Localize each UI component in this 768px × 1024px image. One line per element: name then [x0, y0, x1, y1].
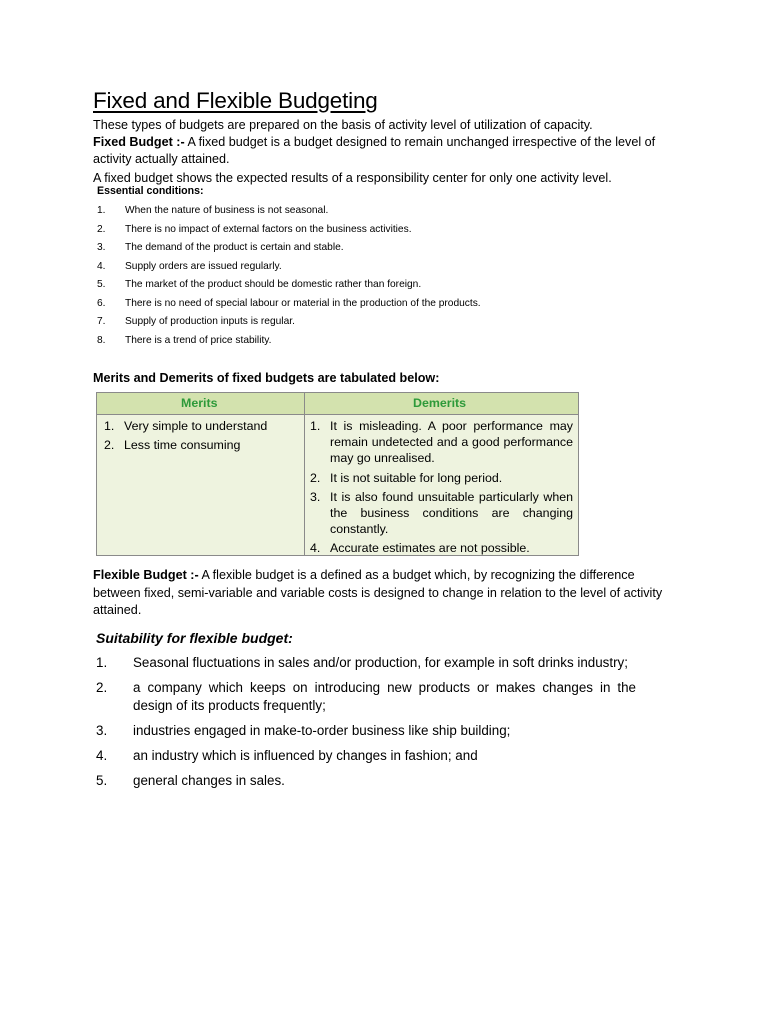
list-item	[97, 223, 517, 236]
list-text: Very simple to understand	[124, 419, 268, 433]
list-item	[96, 722, 636, 740]
list-number: 4.	[96, 748, 108, 763]
list-text: Seasonal fluctuations in sales and/or production, for example in soft drinks industry;	[133, 655, 628, 670]
list-text: There is no impact of external factors on the business activities.	[125, 223, 412, 235]
list-item	[97, 260, 517, 273]
fixed-budget-text: A fixed budget is a budget designed to remain unchanged irrespective of the level of activity actually attained.	[93, 135, 656, 166]
list-number: 3.	[97, 242, 106, 253]
list-text: It is also found unsuitable particularly when the business conditions are changing constantly.	[330, 489, 573, 537]
fixed-budget-note: A fixed budget shows the expected results of a responsibility center for only one activity level.	[93, 171, 612, 185]
list-text: a company which keeps on introducing new products or makes changes in the design of its products frequently;	[133, 680, 636, 713]
list-item	[97, 297, 517, 310]
demerits-list	[310, 418, 573, 557]
essential-conditions-heading: Essential conditions:	[97, 185, 204, 197]
list-item	[310, 489, 573, 538]
list-text: Supply orders are issued regularly.	[125, 260, 282, 272]
merits-demerits-table	[96, 392, 579, 556]
intro-paragraph: These types of budgets are prepared on the basis of activity level of utilization of capacity.	[93, 118, 593, 132]
flexible-budget-label: Flexible Budget :-	[93, 568, 199, 582]
merits-column-header: Merits	[181, 396, 218, 410]
list-number: 1.	[104, 419, 115, 433]
list-item	[104, 418, 299, 434]
list-number: 1.	[310, 419, 321, 433]
list-text: general changes in sales.	[133, 773, 285, 788]
list-text: Accurate estimates are not possible.	[330, 541, 530, 556]
list-text: industries engaged in make-to-order business like ship building;	[133, 723, 511, 738]
list-number: 6.	[97, 297, 106, 309]
list-item	[96, 772, 636, 790]
list-number: 2.	[104, 438, 115, 453]
list-item	[96, 747, 636, 765]
flexible-budget-definition	[93, 567, 683, 620]
list-item	[96, 679, 636, 715]
list-item	[97, 241, 517, 254]
list-text: an industry which is influenced by changes in fashion; and	[133, 748, 478, 763]
list-number: 3.	[310, 489, 321, 504]
suitability-list	[96, 654, 636, 790]
list-number: 3.	[96, 723, 108, 738]
list-item	[97, 204, 517, 217]
list-number: 7.	[97, 316, 106, 327]
list-number: 1.	[96, 655, 108, 670]
list-item	[104, 437, 299, 453]
demerits-column-header: Demerits	[413, 396, 467, 410]
list-number: 1.	[97, 205, 106, 216]
merits-demerits-heading: Merits and Demerits of fixed budgets are tabulated below:	[93, 371, 440, 385]
list-item	[97, 315, 517, 328]
list-item	[310, 418, 573, 467]
list-text: The demand of the product is certain and stable.	[125, 242, 344, 253]
suitability-heading: Suitability for flexible budget:	[96, 630, 293, 646]
fixed-budget-label: Fixed Budget :-	[93, 135, 185, 149]
list-text: Less time consuming	[124, 438, 241, 453]
list-number: 2.	[96, 680, 108, 695]
list-number: 8.	[97, 334, 106, 346]
list-item	[310, 470, 573, 486]
list-item	[97, 334, 517, 347]
flexible-budget-text: A flexible budget is a defined as a budget which, by recognizing the difference between fixed, semi-variable and variable costs is designed to change in relation to the level of activity attained.	[93, 568, 663, 617]
list-number: 5.	[97, 279, 106, 290]
list-number: 2.	[310, 470, 321, 485]
list-text: It is not suitable for long period.	[330, 470, 503, 485]
list-item	[310, 540, 573, 556]
list-text: It is misleading. A poor performance may remain undetected and a good performance may go unrealised.	[330, 419, 573, 466]
page-title: Fixed and Flexible Budgeting	[93, 88, 378, 113]
list-text: When the nature of business is not seasonal.	[125, 205, 329, 216]
list-text: There is no need of special labour or material in the production of the products.	[125, 297, 481, 309]
list-item	[96, 654, 636, 672]
list-item	[97, 278, 517, 291]
column-divider	[304, 393, 305, 555]
list-number: 4.	[310, 541, 321, 556]
table-header-row	[97, 393, 578, 415]
fixed-budget-definition	[93, 134, 683, 168]
list-number: 4.	[97, 260, 106, 272]
list-number: 2.	[97, 223, 106, 235]
list-text: The market of the product should be domestic rather than foreign.	[125, 279, 422, 290]
list-text: There is a trend of price stability.	[125, 334, 272, 346]
merits-list	[104, 418, 299, 453]
essential-conditions-list	[97, 204, 517, 347]
list-text: Supply of production inputs is regular.	[125, 316, 295, 327]
list-number: 5.	[96, 773, 108, 788]
